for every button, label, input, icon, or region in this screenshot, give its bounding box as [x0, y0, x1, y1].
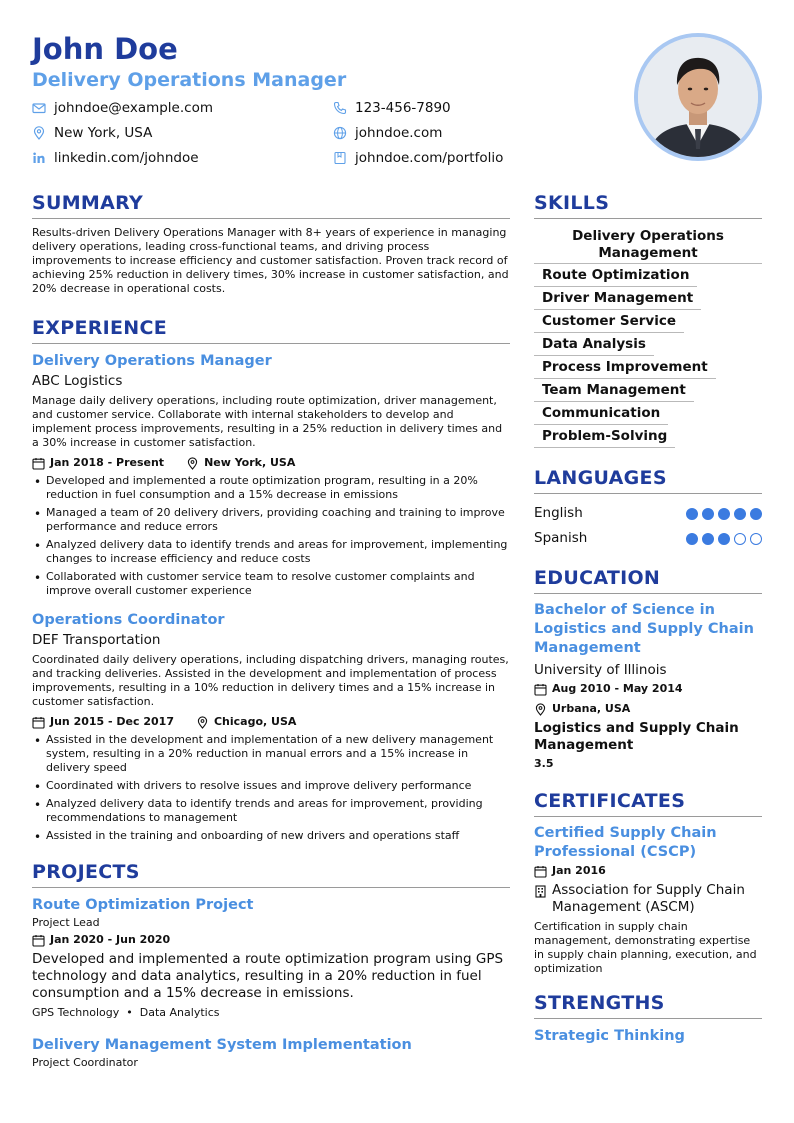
portfolio-icon [333, 151, 347, 165]
candidate-title: Delivery Operations Manager [32, 69, 347, 91]
job-location-group [186, 454, 295, 472]
certificate-issuer: Association for Supply Chain Management (ASCM) [552, 882, 745, 915]
project-role: Project Lead [32, 916, 100, 929]
level-dot [750, 533, 762, 545]
calendar-icon [534, 683, 547, 696]
skills-heading: SKILLS [534, 190, 762, 219]
strength-item: Strategic Thinking [534, 1028, 685, 1044]
list-item: • Analyzed delivery data to identify trends and areas for improvement, providing recommendations to management [32, 797, 510, 825]
calendar-icon [32, 934, 45, 947]
contact-phone[interactable] [333, 100, 451, 116]
education-dates: Aug 2010 - May 2014 [552, 682, 683, 695]
calendar-icon [32, 716, 45, 729]
list-item: • Coordinated with drivers to resolve issues and improve delivery performance [32, 779, 510, 793]
education-school: University of Illinois [534, 662, 667, 678]
list-item: • Assisted in the development and implementation of a new delivery management system, resulting in a 20% reduction in manual errors and a 15% increase in delivery speed [32, 733, 510, 775]
level-dot [734, 508, 746, 520]
job-location: New York, USA [204, 456, 296, 469]
level-dot [686, 508, 698, 520]
project-role: Project Coordinator [32, 1056, 138, 1069]
language-name: Spanish [534, 530, 588, 546]
job-meta [32, 454, 510, 472]
job-meta [32, 713, 510, 731]
certificate-title: Certified Supply Chain Professional (CSCP) [534, 825, 717, 860]
contact-location [32, 125, 152, 141]
project-title: Route Optimization Project [32, 897, 254, 913]
job-bullets [32, 733, 510, 843]
building-icon [534, 885, 547, 898]
education-location: Urbana, USA [552, 702, 631, 715]
skill-item: Data Analysis [534, 334, 654, 356]
right-column [534, 190, 762, 1046]
profile-portrait [638, 37, 758, 157]
linkedin-icon [32, 151, 46, 165]
contact-info [32, 98, 612, 178]
job-location: Chicago, USA [213, 715, 297, 728]
job-location-group [196, 713, 296, 731]
project-meta [32, 931, 510, 949]
certificates-heading: CERTIFICATES [534, 788, 762, 817]
projects-heading: PROJECTS [32, 859, 510, 888]
phone-icon [333, 101, 347, 115]
languages-heading: LANGUAGES [534, 465, 762, 494]
level-dot [718, 508, 730, 520]
profile-photo [634, 33, 762, 161]
skill-item: Delivery Operations Management [534, 226, 762, 264]
location-pin-icon [534, 703, 547, 716]
mail-icon [32, 101, 46, 115]
skill-item: Communication [534, 403, 668, 425]
job-description: Manage daily delivery operations, including route optimization, driver management, and customer service. Collaborate with internal stakeholders to develop and implement process improvements, resulting in a 25% reduction in delivery times and a 30% increase in customer satisfaction. [32, 394, 503, 449]
project-description: Developed and implemented a route optimization program using GPS technology and data analytics, resulting in a 20% reduction in fuel consumption and a 15% decrease in emissions. [32, 951, 504, 1001]
contact-portfolio[interactable] [333, 150, 503, 166]
level-dot [718, 533, 730, 545]
location-pin-icon [32, 126, 46, 140]
skills-list [534, 226, 762, 448]
contact-website[interactable] [333, 125, 442, 141]
portfolio-text: johndoe.com/portfolio [355, 150, 504, 166]
education-gpa: 3.5 [534, 757, 554, 770]
contact-linkedin[interactable] [32, 150, 199, 166]
level-dot [702, 508, 714, 520]
project-tag: Data Analytics [139, 1006, 220, 1019]
job-bullets [32, 474, 510, 598]
project-tag: GPS Technology [32, 1006, 120, 1019]
education-field: Logistics and Supply Chain Management [534, 720, 739, 753]
list-item: • Developed and implemented a route optimization program, resulting in a 20% reduction in fuel consumption and a 15% decrease in emissions [32, 474, 510, 502]
email-text: johndoe@example.com [54, 100, 213, 116]
language-row [534, 501, 762, 526]
job-entry [32, 610, 510, 843]
certificate-description: Certification in supply chain management, demonstrating expertise in supply chain planning, execution, and optimization [534, 920, 757, 975]
job-dates: Jan 2018 - Present [50, 456, 165, 469]
language-name: English [534, 505, 583, 521]
list-item: • Analyzed delivery data to identify trends and areas for improvement, implementing changes to increase efficiency and reduce costs [32, 538, 510, 566]
certificate-date-row [534, 862, 762, 880]
job-dates: Jun 2015 - Dec 2017 [50, 715, 174, 728]
level-dot [750, 508, 762, 520]
calendar-icon [534, 865, 547, 878]
education-heading: EDUCATION [534, 565, 762, 594]
level-dot [734, 533, 746, 545]
skill-item: Customer Service [534, 311, 684, 333]
level-dot [686, 533, 698, 545]
level-dot [702, 533, 714, 545]
job-description: Coordinated daily delivery operations, including dispatching drivers, managing routes, and tracking deliveries. Assisted in the development and implementation of process improvements, resulting in a 10% reduction in delivery times and a 15% increase in customer satisfaction. [32, 653, 509, 708]
education-dates-row [534, 680, 762, 698]
job-title: Operations Coordinator [32, 612, 225, 628]
skill-item: Process Improvement [534, 357, 716, 379]
certificate-date: Jan 2016 [552, 864, 606, 877]
location-text: New York, USA [54, 125, 153, 141]
certificate-issuer-row [534, 882, 762, 916]
calendar-icon [32, 457, 45, 470]
job-title: Delivery Operations Manager [32, 353, 272, 369]
location-pin-icon [196, 716, 209, 729]
project-title: Delivery Management System Implementation [32, 1037, 412, 1053]
candidate-name: John Doe [32, 32, 178, 66]
phone-text: 123-456-7890 [355, 100, 451, 116]
job-company: ABC Logistics [32, 373, 123, 389]
summary-heading: SUMMARY [32, 190, 510, 219]
project-entry [32, 895, 510, 1021]
language-row [534, 526, 762, 551]
language-level-dots [686, 508, 762, 520]
skill-item: Route Optimization [534, 265, 697, 287]
list-item: • Assisted in the training and onboarding of new drivers and operations staff [32, 829, 510, 843]
tag-separator: • [126, 1006, 133, 1019]
skill-item: Driver Management [534, 288, 701, 310]
job-entry [32, 351, 510, 598]
summary-text: Results-driven Delivery Operations Manager with 8+ years of experience in managing delivery operations, leading cross-functional teams, and driving process improvements to increase efficiency and customer satisfaction. Proven track record of achieving 25% reduction in delivery times, 30% increase in customer satisfaction, and 20% decrease in operational costs. [32, 226, 509, 295]
skill-item: Problem-Solving [534, 426, 675, 448]
skill-item: Team Management [534, 380, 694, 402]
language-level-dots [686, 533, 762, 545]
list-item: • Collaborated with customer service team to resolve customer complaints and improve overall customer experience [32, 570, 510, 598]
education-location-row [534, 700, 762, 718]
location-pin-icon [186, 457, 199, 470]
education-degree: Bachelor of Science in Logistics and Supply Chain Management [534, 602, 754, 656]
website-text: johndoe.com [355, 125, 443, 141]
project-entry [32, 1035, 510, 1071]
left-column [32, 190, 510, 1071]
list-item: • Managed a team of 20 delivery drivers, providing coaching and training to improve performance and reduce errors [32, 506, 510, 534]
experience-heading: EXPERIENCE [32, 315, 510, 344]
job-company: DEF Transportation [32, 632, 161, 648]
project-dates: Jan 2020 - Jun 2020 [50, 933, 171, 946]
contact-email[interactable] [32, 100, 213, 116]
project-tags [32, 1005, 510, 1021]
strengths-heading: STRENGTHS [534, 990, 762, 1019]
globe-icon [333, 126, 347, 140]
resume-header [32, 30, 612, 166]
linkedin-text: linkedin.com/johndoe [54, 150, 199, 166]
